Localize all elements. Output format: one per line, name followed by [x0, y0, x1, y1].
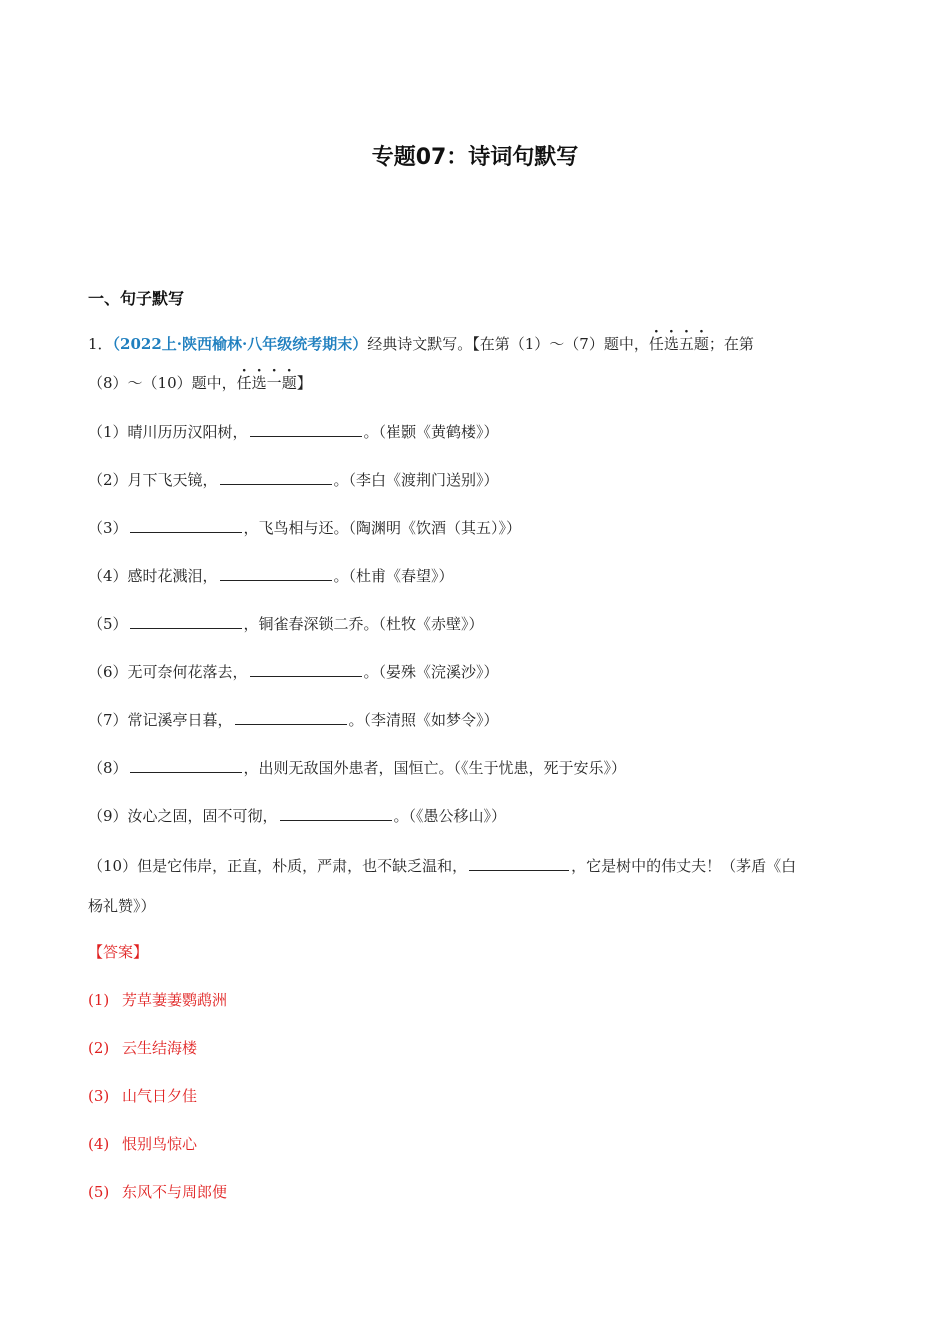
emphasis-char: 选: [251, 374, 267, 392]
item-text: （2）月下飞天镜，: [88, 471, 218, 489]
answer-number: (5): [88, 1183, 110, 1201]
item-text: ，出则无敌国外患者，国恒亡。（《生于忧患，死于安乐》）: [243, 759, 627, 777]
answer-blank[interactable]: [220, 579, 332, 581]
item-text: 。（《愚公移山》）: [393, 807, 507, 825]
item-text: ，铜雀春深锁二乔。（杜牧《赤壁》）: [243, 615, 484, 633]
question-source: （2022上·陕西榆林·八年级统考期末）: [112, 335, 368, 353]
answer-text: 芳草萋萋鹦鹉洲: [122, 991, 228, 1009]
page-title: 专题07：诗词句默写: [371, 145, 579, 170]
answer-blank[interactable]: [235, 723, 347, 725]
emphasis-char: 一: [266, 374, 282, 392]
intro-text: 】: [296, 374, 312, 392]
item-text: 。（李清照《如梦令》）: [348, 711, 499, 729]
question-1-intro-cont: [88, 373, 312, 393]
answer-item: [88, 1038, 197, 1058]
item-text: （10）但是它伟岸，正直，朴质，严肃，也不缺乏温和，: [88, 857, 468, 875]
question-item: [88, 518, 521, 538]
answer-item: [88, 1086, 197, 1106]
question-number: 1．: [88, 335, 113, 353]
answer-item: [88, 990, 227, 1010]
question-item: [88, 662, 499, 682]
answer-heading: 【答案】: [88, 943, 149, 961]
emphasis-char: 选: [663, 335, 679, 353]
item-text: 。（晏殊《浣溪沙》）: [363, 663, 499, 681]
answer-item: [88, 1182, 227, 1202]
item-text: （5）: [88, 615, 128, 633]
answer-blank[interactable]: [220, 483, 332, 485]
answer-number: (1): [88, 991, 110, 1009]
answer-blank[interactable]: [250, 675, 362, 677]
question-item: [88, 566, 454, 586]
answer-blank[interactable]: [469, 869, 569, 871]
answer-text: 东风不与周郎便: [122, 1183, 228, 1201]
item-text: （1）晴川历历汉阳树，: [88, 423, 248, 441]
answer-item: [88, 1134, 197, 1154]
answer-blank[interactable]: [280, 819, 392, 821]
item-text: 。（杜甫《春望》）: [333, 567, 454, 585]
question-item: [88, 710, 499, 730]
question-item: [88, 614, 484, 634]
item-text: 。（李白《渡荆门送别》）: [333, 471, 499, 489]
section-heading: 一、句子默写: [88, 289, 185, 308]
item-text: （3）: [88, 519, 128, 537]
answer-text: 恨别鸟惊心: [122, 1135, 198, 1153]
answer-text: 云生结海楼: [122, 1039, 198, 1057]
question-item: [88, 806, 506, 826]
answer-blank[interactable]: [130, 627, 242, 629]
answer-blank[interactable]: [250, 435, 362, 437]
answer-number: (2): [88, 1039, 110, 1057]
question-item-10-cont: 杨礼赞》）: [88, 897, 156, 915]
question-item: [88, 470, 499, 490]
item-text: （9）汝心之固，固不可彻，: [88, 807, 278, 825]
item-text: （7）常记溪亭日暮，: [88, 711, 233, 729]
answer-text: 山气日夕佳: [122, 1087, 198, 1105]
question-1-intro: [88, 334, 754, 354]
emphasis-char: 题: [281, 374, 297, 392]
intro-text: ；在第: [708, 335, 754, 353]
item-text: ，飞鸟相与还。（陶渊明《饮酒（其五）》）: [243, 519, 522, 537]
emphasis-char: 题: [693, 335, 709, 353]
emphasis-char: 任: [648, 335, 664, 353]
answer-number: (4): [88, 1135, 110, 1153]
question-item: [88, 422, 499, 442]
question-item-10: [88, 856, 796, 876]
answer-blank[interactable]: [130, 531, 242, 533]
emphasis-char: 任: [236, 374, 252, 392]
answer-number: (3): [88, 1087, 110, 1105]
intro-text: 经典诗文默写。【在第（1）～（7）题中，: [367, 335, 649, 353]
item-text: （8）: [88, 759, 128, 777]
emphasis-char: 五: [678, 335, 694, 353]
answer-blank[interactable]: [130, 771, 242, 773]
question-item: [88, 758, 626, 778]
item-text: （4）感时花溅泪，: [88, 567, 218, 585]
intro-text: （8）～（10）题中，: [88, 374, 237, 392]
item-text: （6）无可奈何花落去，: [88, 663, 248, 681]
item-text: ，它是树中的伟丈夫！（茅盾《白: [571, 857, 797, 875]
item-text: 。（崔颢《黄鹤楼》）: [363, 423, 499, 441]
